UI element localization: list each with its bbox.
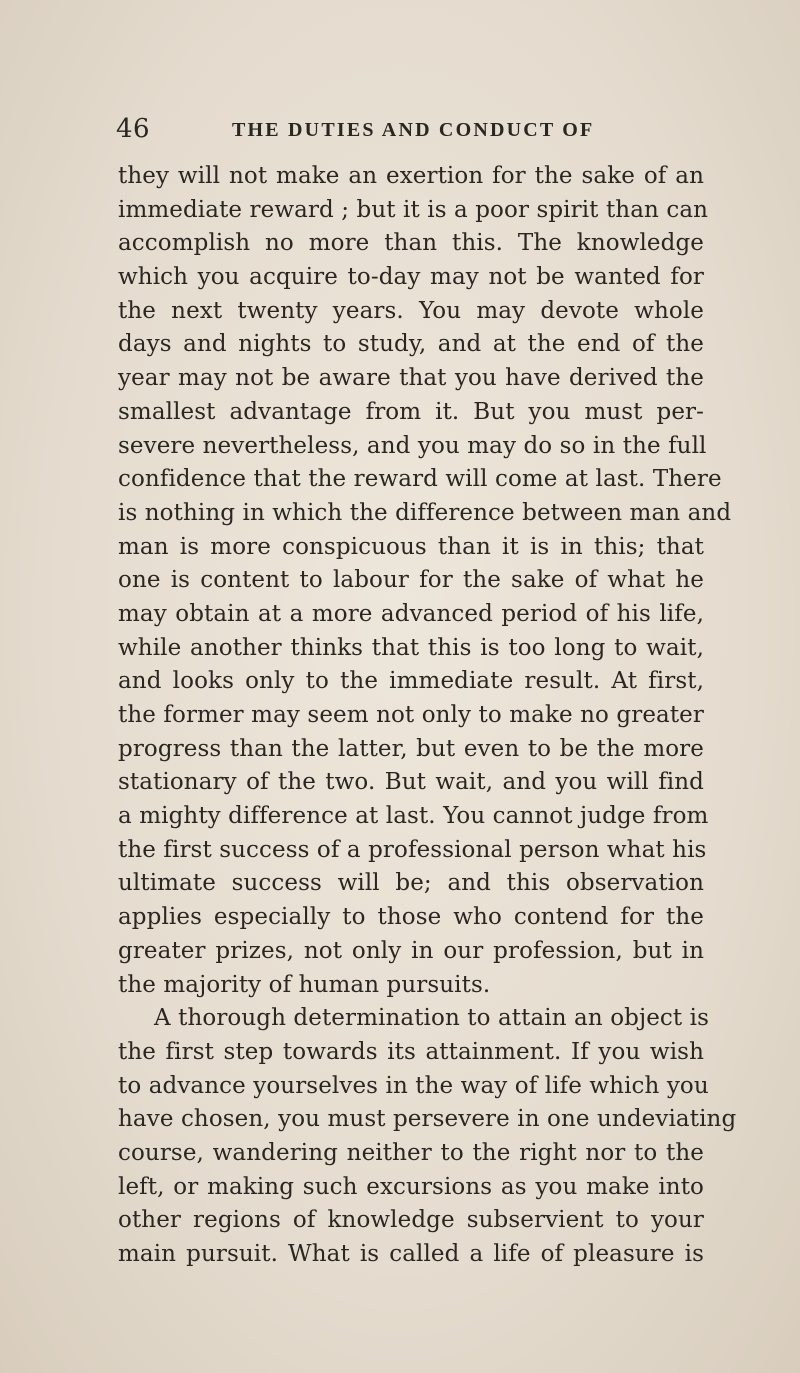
text-line: man is more conspicuous than it is in this; that [118,533,704,560]
text-line: while another thinks that this is too long to wait, [118,634,704,661]
text-line: smallest advantage from it. But you must per- [118,398,704,425]
text-line: applies especially to those who contend for the [118,904,704,931]
text-line: the next twenty years. You may devote whole [118,297,704,324]
text-line: one is content to labour for the sake of what he [118,567,704,594]
text-line: year may not be aware that you have derived the [118,365,704,392]
text-line: stationary of the two. But wait, and you will find [118,769,704,796]
running-head [116,112,706,146]
text-line: days and nights to study, and at the end of the [118,331,704,358]
text-line: ultimate success will be; and this observation [118,870,704,897]
text-line: they will not make an exertion for the sake of an [118,163,704,189]
text-line: confidence that the reward will come at last. There [118,466,722,493]
running-title: THE DUTIES AND CONDUCT OF [232,119,595,141]
text-line: have chosen, you must persevere in one undeviating [118,1106,737,1133]
text-line: to advance yourselves in the way of life which you [118,1072,709,1099]
text-line: progress than the latter, but even to be the more [118,735,704,762]
text-line: and looks only to the immediate result. At first, [118,668,704,695]
text-line: severe nevertheless, and you may do so in the full [118,432,707,459]
text-line: accomplish no more than this. The knowledge [118,230,704,257]
body-text [118,160,737,1272]
text-line: course, wandering neither to the right nor to the [118,1139,704,1166]
text-line: immediate reward ; but it is a poor spirit than can [118,196,709,223]
page-number: 46 [116,114,151,144]
text-line: is nothing in which the difference between man and [118,499,732,526]
paragraph-start-line: A thorough determination to attain an object is [154,1005,710,1032]
text-line: other regions of knowledge subservient to your [118,1207,704,1234]
text-line: which you acquire to-day may not be wanted for [118,264,704,291]
text-line: the first step towards its attainment. If you wish [118,1038,704,1065]
text-line: main pursuit. What is called a life of pleasure is [118,1241,704,1267]
text-line: the first success of a professional person what his [118,836,707,863]
paragraph-end-line: the majority of human pursuits. [118,971,491,998]
text-line: greater prizes, not only in our profession, but in [118,937,704,964]
text-line: may obtain at a more advanced period of his life, [118,600,704,627]
text-line: left, or making such excursions as you make into [118,1173,704,1200]
text-line: the former may seem not only to make no greater [118,702,704,728]
text-line: a mighty difference at last. You cannot judge from [118,803,709,830]
